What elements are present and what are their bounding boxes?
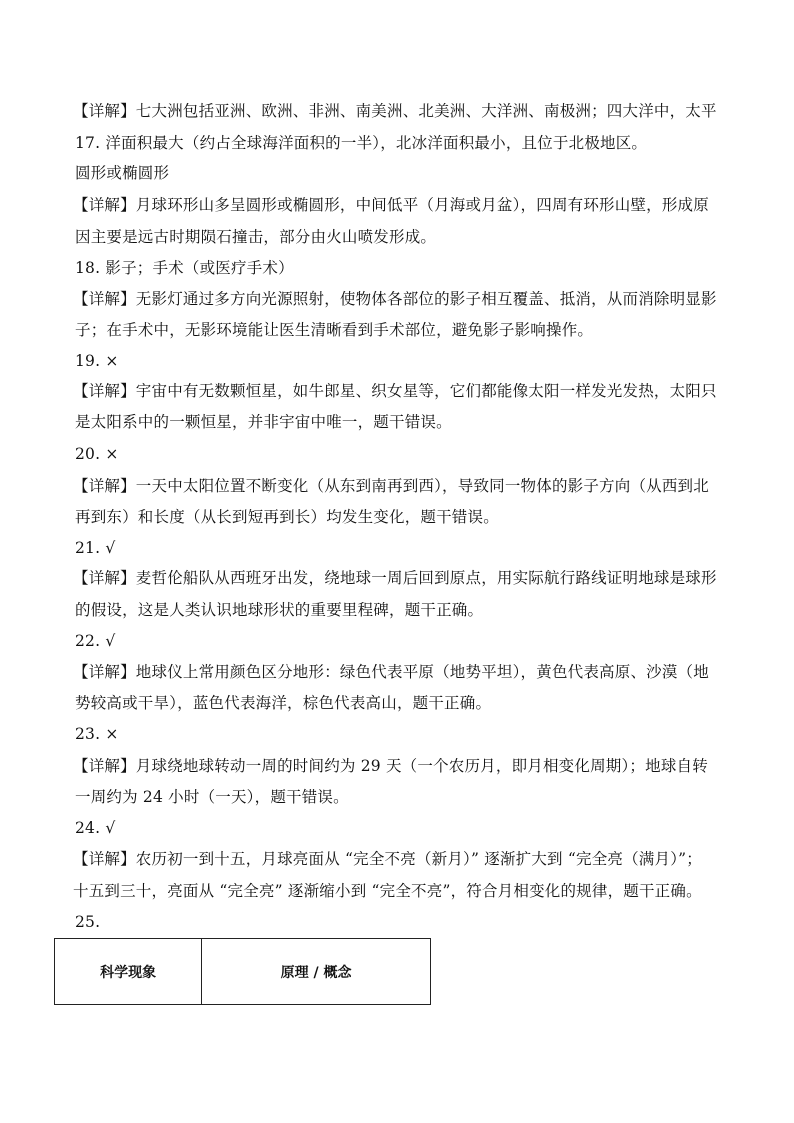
answer-line: 圆形或椭圆形 — [75, 164, 170, 182]
answer-line: 【详解】麦哲伦船队从西班牙出发，绕地球一周后回到原点，用实际航行路线证明地球是球形 — [73, 569, 717, 587]
answer-line: 22. √ — [75, 632, 116, 650]
answer-line: 【详解】一天中太阳位置不断变化（从东到南再到西），导致同一物体的影子方向（从西到北 — [73, 477, 709, 495]
answer-line: 一周约为 24 小时（一天），题干错误。 — [75, 788, 349, 806]
answer-line: 势较高或干旱），蓝色代表海洋，棕色代表高山，题干正确。 — [75, 694, 492, 712]
answer-line: 【详解】七大洲包括亚洲、欧洲、非洲、南美洲、北美洲、大洋洲、南极洲；四大洋中，太平 — [73, 102, 717, 120]
answer-line: 【详解】地球仪上常用颜色区分地形：绿色代表平原（地势平坦），黄色代表高原、沙漠（地 — [73, 663, 709, 681]
answer-line: 再到东）和长度（从长到短再到长）均发生变化，题干错误。 — [75, 508, 499, 526]
answer-line: 19. × — [75, 352, 119, 370]
answer-line: 的假设，这是人类认识地球形状的重要里程碑，题干正确。 — [75, 601, 484, 619]
answer-line: 17. 洋面积最大（约占全球海洋面积的一半），北冰洋面积最小，且位于北极地区。 — [75, 134, 648, 152]
answer-line: 是太阳系中的一颗恒星，并非宇宙中唯一，题干错误。 — [75, 413, 452, 431]
table-header-cell: 原理 / 概念 — [202, 939, 431, 1005]
answer-line: 【详解】宇宙中有无数颗恒星，如牛郎星、织女星等，它们都能像太阳一样发光发热，太阳只 — [73, 382, 717, 400]
answer-line: 十五到三十，亮面从 “完全亮” 逐渐缩小到 “完全不亮”，符合月相变化的规律，题干正确。 — [73, 882, 702, 900]
answer-line: 18. 影子；手术（或医疗手术） — [75, 259, 294, 277]
table-header-row — [55, 939, 431, 1005]
answer-line: 21. √ — [75, 539, 116, 557]
answer-line: 【详解】月球环形山多呈圆形或椭圆形，中间低平（月海或月盆），四周有环形山壁，形成原 — [73, 196, 709, 214]
answer-line: 【详解】农历初一到十五，月球亮面从 “完全不亮（新月）” 逐渐扩大到 “完全亮（满月）”； — [73, 850, 702, 868]
table-header-cell: 科学现象 — [55, 939, 202, 1005]
answer-line: 23. × — [75, 725, 119, 743]
answer-line: 24. √ — [75, 819, 116, 837]
answer-line: 因主要是远古时期陨石撞击，部分由火山喷发形成。 — [75, 228, 437, 246]
answer-line: 20. × — [75, 445, 119, 463]
answer-line: 【详解】无影灯通过多方向光源照射，使物体各部位的影子相互覆盖、抵消，从而消除明显影 — [73, 290, 717, 308]
answer-line: 子；在手术中，无影环境能让医生清晰看到手术部位，避免影子影响操作。 — [75, 321, 594, 339]
answer-table — [54, 938, 431, 1005]
answer-line: 【详解】月球绕地球转动一周的时间约为 29 天（一个农历月，即月相变化周期）；地球自转 — [73, 757, 708, 775]
answer-line: 25. — [75, 913, 101, 931]
